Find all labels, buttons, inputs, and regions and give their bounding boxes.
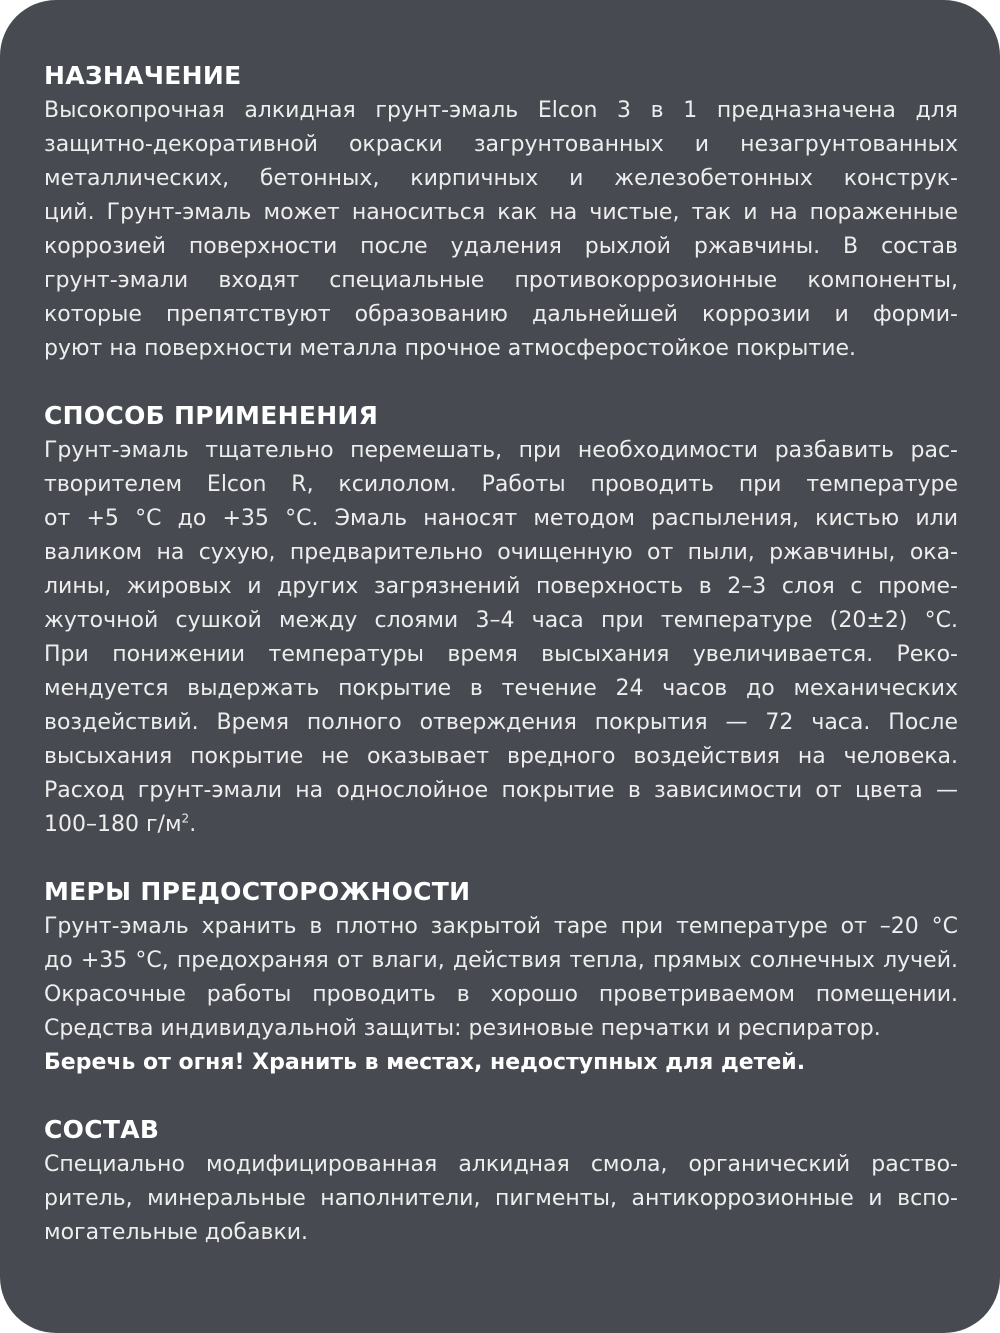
text-line: валиком на сухую, предварительно очищенную от пыли, ржавчины, ока- bbox=[44, 540, 958, 565]
section-body-purpose bbox=[44, 94, 958, 366]
text-line: ций. Грунт-эмаль может наноситься как на чистые, так и на пораженные bbox=[44, 200, 958, 225]
fire-warning: Беречь от огня! Хранить в местах, недоступных для детей. bbox=[44, 1050, 806, 1075]
section-title-composition: СОСТАВ bbox=[44, 1115, 160, 1144]
section-application bbox=[44, 398, 958, 842]
section-title-application: СПОСОБ ПРИМЕНЕНИЯ bbox=[44, 401, 379, 430]
text-line: высыхания покрытие не оказывает вредного воздействия на человека. bbox=[44, 744, 958, 769]
text-line: лины, жировых и других загрязнений поверхность в 2–3 слоя с проме- bbox=[44, 574, 958, 599]
text-line: грунт-эмали входят специальные противокоррозионные компоненты, bbox=[44, 268, 958, 293]
text-line: Высокопрочная алкидная грунт-эмаль Elcon 3 в 1 предназначена для bbox=[44, 98, 958, 123]
consumption-line bbox=[44, 808, 958, 842]
text-line: защитно-декоративной окраски загрунтованных и незагрунтованных bbox=[44, 132, 958, 157]
text-line: Расход грунт-эмали на однослойное покрытие в зависимости от цвета — bbox=[44, 778, 958, 803]
text-line: могательные добавки. bbox=[44, 1220, 309, 1245]
text-line: Специально модифицированная алкидная смола, органический раство- bbox=[44, 1152, 958, 1177]
section-body-composition bbox=[44, 1148, 958, 1250]
text-line: ритель, минеральные наполнители, пигменты, антикоррозионные и вспо- bbox=[44, 1186, 958, 1211]
text-line: руют на поверхности металла прочное атмосферостойкое покрытие. bbox=[44, 336, 857, 361]
text-line: коррозией поверхности после удаления рыхлой ржавчины. В состав bbox=[44, 234, 958, 259]
consumption-value: 100–180 г/м bbox=[44, 812, 182, 837]
section-title-precautions: МЕРЫ ПРЕДОСТОРОЖНОСТИ bbox=[44, 877, 471, 906]
text-line: которые препятствуют образованию дальнейшей коррозии и форми- bbox=[44, 302, 958, 327]
text-line: мендуется выдержать покрытие в течение 24 часов до механических bbox=[44, 676, 958, 701]
section-composition bbox=[44, 1112, 958, 1250]
text-line: Средства индивидуальной защиты: резиновые перчатки и респиратор. bbox=[44, 1016, 881, 1041]
section-precautions bbox=[44, 874, 958, 1080]
text-line: Окрасочные работы проводить в хорошо проветриваемом помещении. bbox=[44, 982, 958, 1007]
text-line: от +5 °C до +35 °C. Эмаль наносят методом распыления, кистью или bbox=[44, 506, 958, 531]
text-line: до +35 °C, предохраняя от влаги, действия тепла, прямых солнечных лучей. bbox=[44, 948, 958, 973]
superscript: 2 bbox=[181, 811, 190, 826]
text-line: Грунт-эмаль хранить в плотно закрытой таре при температуре от –20 °C bbox=[44, 914, 958, 939]
text-line: воздействий. Время полного отверждения покрытия — 72 часа. После bbox=[44, 710, 958, 735]
text-line: Грунт-эмаль тщательно перемешать, при необходимости разбавить рас- bbox=[44, 438, 958, 463]
section-body-precautions bbox=[44, 910, 958, 1080]
section-title-purpose: НАЗНАЧЕНИЕ bbox=[44, 61, 242, 90]
section-purpose bbox=[44, 58, 958, 366]
punctuation: . bbox=[189, 812, 197, 837]
section-body-application bbox=[44, 434, 958, 842]
text-line: творителем Elcon R, ксилолом. Работы проводить при температуре bbox=[44, 472, 958, 497]
text-line: жуточной сушкой между слоями 3–4 часа при температуре (20±2) °C. bbox=[44, 608, 958, 633]
text-line: При понижении температуры время высыхания увеличивается. Реко- bbox=[44, 642, 958, 667]
text-line: металлических, бетонных, кирпичных и железобетонных конструк- bbox=[44, 166, 958, 191]
